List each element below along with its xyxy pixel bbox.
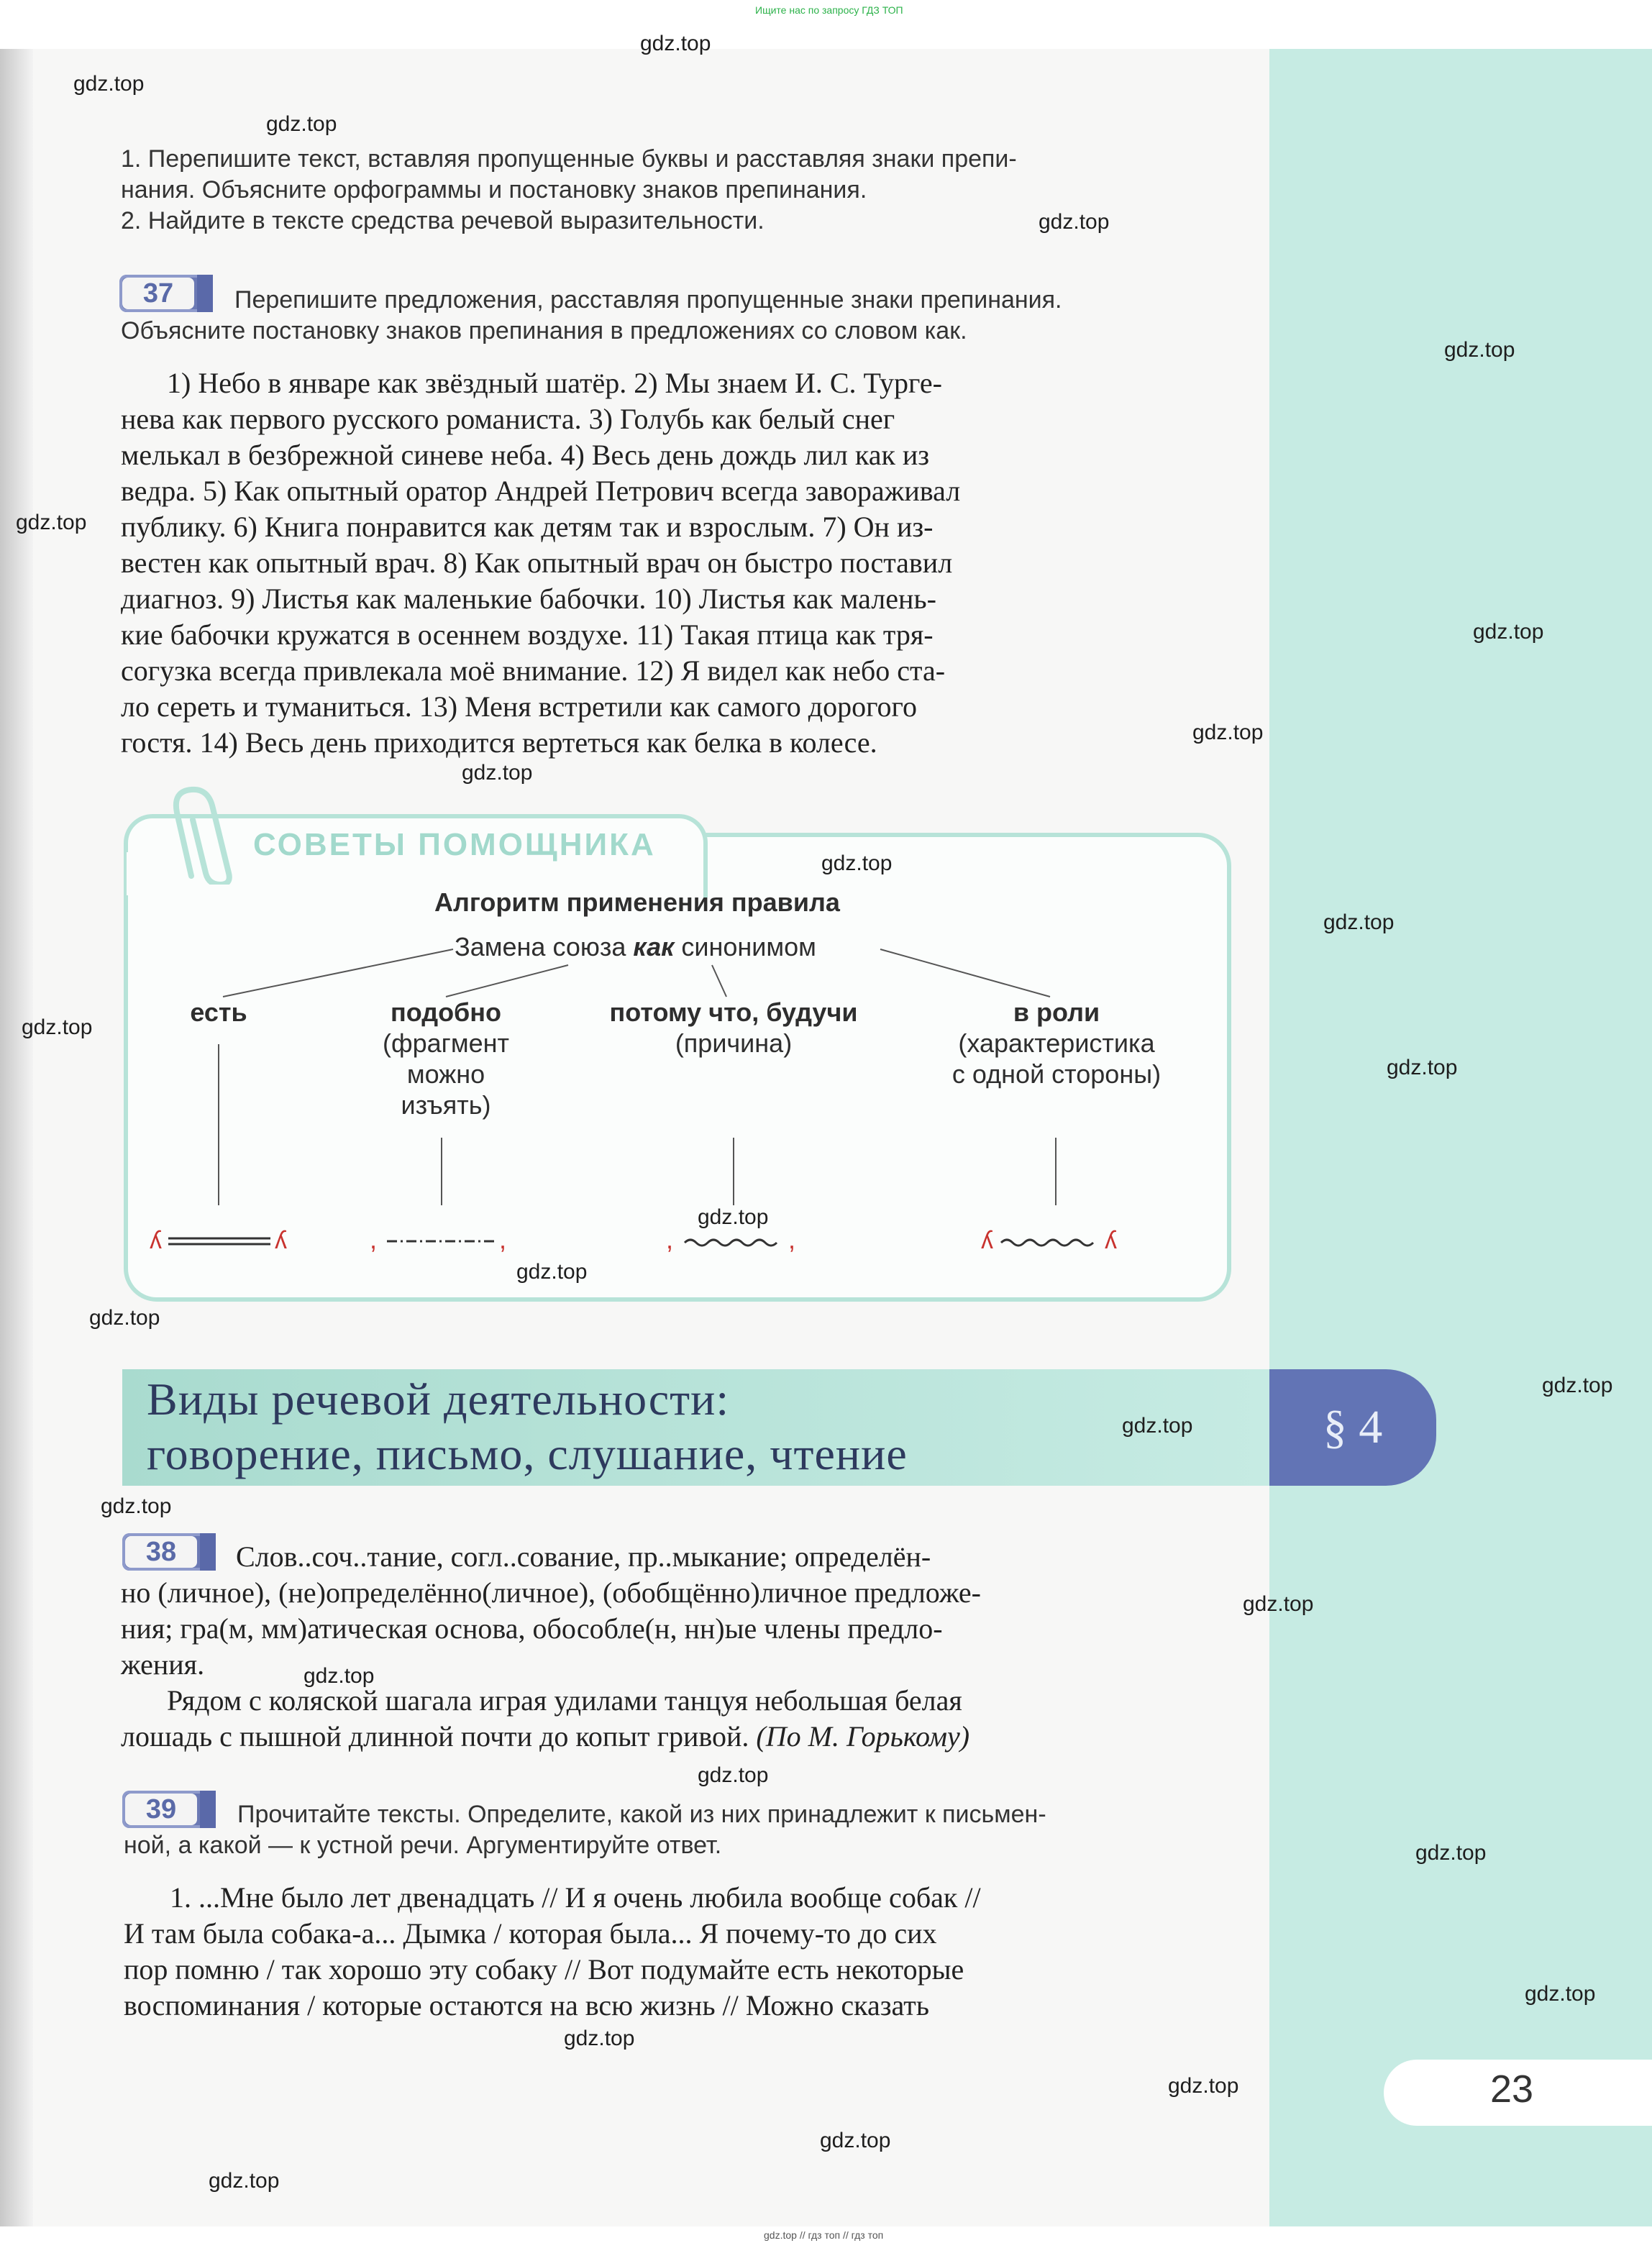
exercise-number: 39 [125, 1794, 197, 1825]
node-potomu-chto: потому что, будучи (причина) [609, 997, 858, 1058]
watermark: gdz.top [698, 1763, 769, 1787]
watermark: gdz.top [1415, 1841, 1487, 1865]
watermark: gdz.top [1243, 1592, 1314, 1616]
node-v-roli: в роли (характеристика с одной стороны) [952, 997, 1162, 1089]
watermark: gdz.top [1542, 1374, 1613, 1397]
footer-note: gdz.top // гдз топ // гдз топ [764, 2229, 884, 2241]
watermark: gdz.top [1444, 338, 1515, 362]
text-line: воспоминания / которые остаются на всю жизнь // Можно сказать [124, 1989, 929, 2022]
watermark: gdz.top [1122, 1414, 1193, 1438]
scheme-est [150, 1227, 287, 1254]
watermark: gdz.top [698, 1205, 769, 1229]
text-line: нева как первого русского романиста. 3) Голубь как белый снег [121, 403, 895, 435]
svg-text:ʎ: ʎ [275, 1227, 287, 1254]
intro-task-line: нания. Объясните орфограммы и постановку знаков препинания. [121, 176, 867, 204]
svg-text:,: , [499, 1225, 507, 1254]
keyword-kak: как [633, 932, 675, 961]
exercise-37-instruction-line2: Объясните постановку знаков препинания в предложениях со словом как. [121, 317, 967, 344]
exercise-number: 38 [125, 1536, 197, 1568]
text-line: диагноз. 9) Листья как маленькие бабочки. 10) Листья как малень- [121, 583, 936, 615]
watermark: gdz.top [1525, 1982, 1596, 2006]
section-badge: § 4 [1269, 1369, 1436, 1486]
algorithm-root: Замена союза как синонимом [455, 932, 816, 961]
svg-text:ʎ: ʎ [981, 1227, 993, 1254]
exercise-39-instruction-line2: ной, а какой — к устной речи. Аргументируйте ответ. [124, 1832, 722, 1859]
text-line: 1) Небо в январе как звёздный шатёр. 2) Мы знаем И. С. Турге- [167, 367, 942, 399]
text-line: публику. 6) Книга понравится как детям так и взрослым. 7) Он из- [121, 511, 934, 543]
watermark: gdz.top [1039, 210, 1110, 234]
text-line: пор помню / так хорошо эту собаку // Вот подумайте есть некоторые [124, 1953, 964, 1986]
algorithm-tree-lines [0, 0, 1269, 1294]
svg-text:,: , [666, 1225, 674, 1254]
exercise-38-words [121, 1539, 1228, 1755]
watermark: gdz.top [209, 2169, 280, 2193]
algorithm-title: Алгоритм применения правила [434, 887, 840, 917]
scheme-v-roli [981, 1227, 1117, 1254]
watermark: gdz.top [1387, 1056, 1458, 1079]
watermark: gdz.top [22, 1015, 93, 1039]
text-line: гостя. 14) Весь день приходится вертеться как белка в колесе. [121, 726, 877, 759]
punctuation-schemes [144, 1223, 1151, 1258]
text-line: вестен как опытный врач. 8) Как опытный врач он быстро поставил [121, 547, 953, 579]
exercise-number: 37 [122, 278, 194, 309]
text-line: ния; гра(м, мм)атическая основа, обособле(н, нн)ые члены предло- [121, 1612, 943, 1645]
watermark: gdz.top [1323, 910, 1395, 934]
watermark: gdz.top [101, 1494, 172, 1518]
watermark: gdz.top [1168, 2074, 1239, 2098]
intro-task-line: 2. Найдите в тексте средства речевой выразительности. [121, 207, 765, 234]
watermark: gdz.top [16, 511, 87, 534]
watermark: gdz.top [462, 761, 533, 785]
exercise-39-badge [122, 1791, 216, 1828]
watermark: gdz.top [564, 2027, 635, 2050]
text-line: жения. [121, 1648, 205, 1681]
svg-text:,: , [788, 1225, 796, 1254]
watermark: gdz.top [266, 112, 337, 136]
author-attribution: (По М. Горькому) [756, 1720, 970, 1753]
exercise-39-text [124, 1880, 1228, 2024]
intro-task-line: 1. Перепишите текст, вставляя пропущенные буквы и расставляя знаки препи- [121, 145, 1017, 173]
watermark: gdz.top [640, 32, 711, 55]
text-line: И там была собака-а... Дымка / которая была... Я почему-то до сих [124, 1917, 937, 1950]
scheme-podobno [370, 1225, 506, 1254]
text-line: кие бабочки кружатся в осеннем воздухе. 11) Такая птица как тря- [121, 618, 934, 651]
watermark: gdz.top [89, 1306, 160, 1330]
svg-text:,: , [370, 1225, 378, 1254]
text-line: согузка всегда привлекала моё внимание. 12) Я видел как небо ста- [121, 654, 946, 687]
watermark: gdz.top [516, 1260, 588, 1284]
header-note: Ищите нас по запросу ГДЗ ТОП [755, 4, 903, 16]
text-line: Слов..соч..тание, согл..сование, пр..мыкание; определён- [236, 1540, 931, 1573]
margin-strip [1269, 49, 1652, 2226]
watermark: gdz.top [304, 1664, 375, 1688]
watermark: gdz.top [821, 851, 893, 875]
text-line: лошадь с пышной длинной почти до копыт гривой. (По М. Горькому) [121, 1720, 970, 1753]
node-est: есть [190, 997, 247, 1027]
node-podobno: подобно (фрагмент можно изъять) [383, 997, 509, 1120]
exercise-37-instruction-line1: Перепишите предложения, расставляя пропущенные знаки препинания. [234, 286, 1062, 314]
svg-text:ʎ: ʎ [1105, 1227, 1117, 1254]
watermark: gdz.top [73, 72, 145, 96]
watermark: gdz.top [1473, 620, 1544, 644]
watermark: gdz.top [1192, 721, 1264, 744]
svg-text:ʎ: ʎ [150, 1227, 162, 1254]
text-line: 1. ...Мне было лет двенадцать // И я очень любила вообще собак // [170, 1881, 981, 1914]
advice-title: СОВЕТЫ ПОМОЩНИКА [253, 827, 656, 862]
text-line: ведра. 5) Как опытный оратор Андрей Петрович всегда завораживал [121, 475, 961, 507]
page-number: 23 [1490, 2068, 1534, 2111]
section-title: Виды речевой деятельности: говорение, письмо, слушание, чтение [147, 1374, 908, 1479]
text-line: мелькал в безбрежной синеве неба. 4) Весь день дождь лил как из [121, 439, 930, 471]
text-line: но (личное), (не)определённо(личное), (обобщённо)личное предложе- [121, 1576, 981, 1609]
text-line: Рядом с коляской шагала играя удилами танцуя небольшая белая [167, 1684, 962, 1717]
text-line: ло сереть и туманиться. 13) Меня встретили как самого дорогого [121, 690, 917, 723]
exercise-39-instruction-line1: Прочитайте тексты. Определите, какой из них принадлежит к письмен- [237, 1801, 1046, 1828]
watermark: gdz.top [820, 2129, 891, 2152]
